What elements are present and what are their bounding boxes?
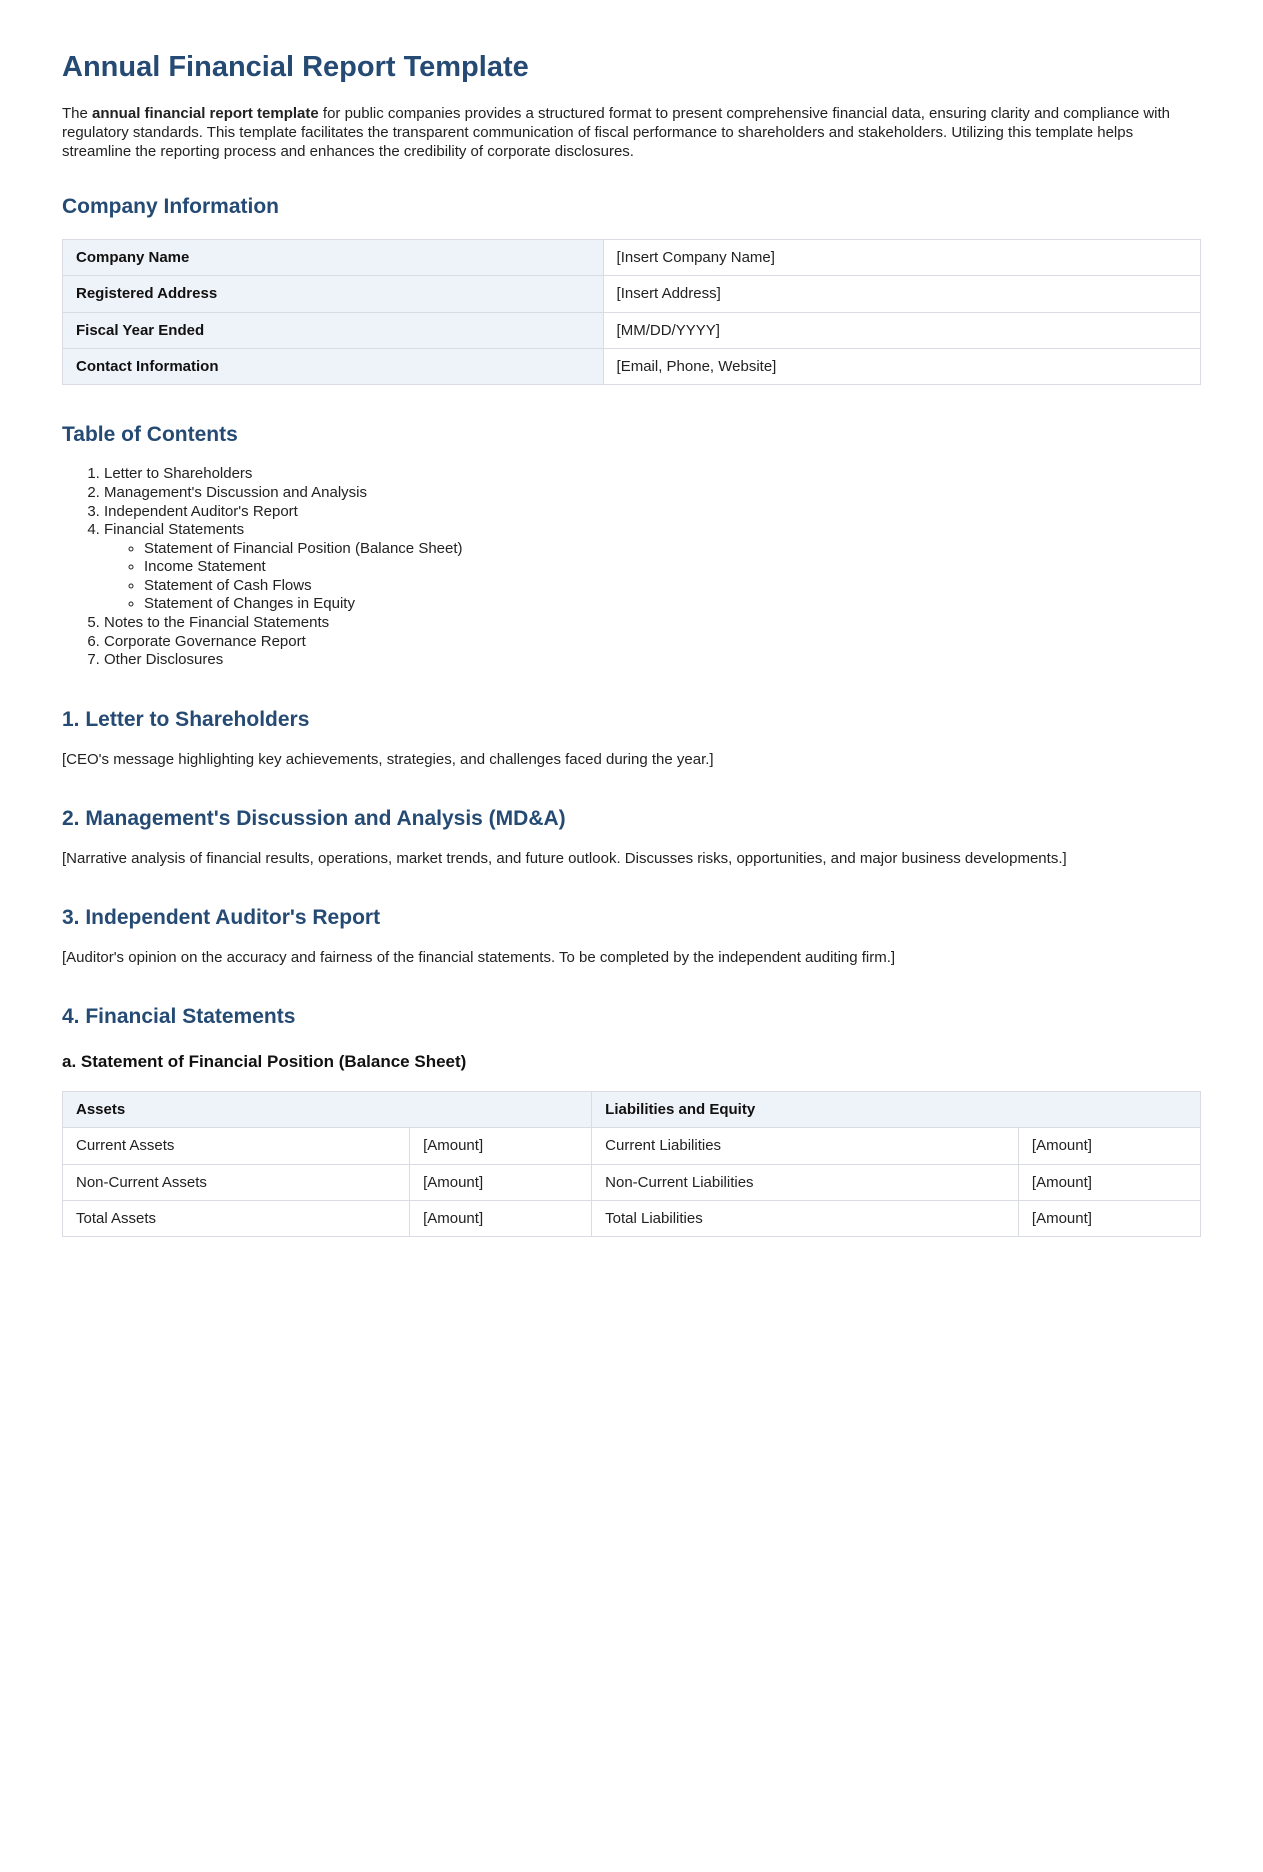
table-of-contents-list [62, 465, 1201, 670]
toc-financial-statements-sublist [104, 540, 1201, 614]
liability-label: Current Liabilities [592, 1128, 1019, 1164]
liability-amount: [Amount] [1018, 1164, 1200, 1200]
section-2-body: [Narrative analysis of financial results, operations, market trends, and future outlook. Discusses risks, opportunities, and major business developments.] [62, 850, 1067, 868]
toc-sub-item-label: Statement of Changes in Equity [144, 595, 355, 613]
company-info-label: Company Name [63, 240, 604, 276]
toc-item [104, 521, 1201, 614]
company-info-label: Contact Information [63, 348, 604, 384]
asset-amount: [Amount] [410, 1164, 592, 1200]
toc-sub-item-label: Statement of Financial Position (Balance Sheet) [144, 539, 463, 557]
asset-label: Current Assets [63, 1128, 410, 1164]
intro-paragraph [62, 104, 1201, 161]
company-information-heading: Company Information [62, 195, 280, 219]
asset-amount: [Amount] [410, 1200, 592, 1236]
toc-sub-item [144, 558, 1201, 577]
company-info-label: Registered Address [63, 276, 604, 312]
balance-sheet-subheading: a. Statement of Financial Position (Balance Sheet) [62, 1051, 467, 1071]
toc-sub-item [144, 577, 1201, 596]
toc-item [104, 484, 1201, 503]
balance-sheet-header-row [63, 1092, 1201, 1128]
asset-amount: [Amount] [410, 1128, 592, 1164]
balance-sheet-header-liabilities: Liabilities and Equity [592, 1092, 1201, 1128]
toc-item [104, 633, 1201, 652]
company-info-row [63, 348, 1201, 384]
company-info-value: [Insert Company Name] [603, 240, 1200, 276]
company-info-label: Fiscal Year Ended [63, 312, 604, 348]
company-info-value: [Email, Phone, Website] [603, 348, 1200, 384]
toc-item-label: Notes to the Financial Statements [104, 614, 330, 632]
section-3-body: [Auditor's opinion on the accuracy and fairness of the financial statements. To be completed by the independent auditing firm.] [62, 949, 896, 967]
toc-item-label: Letter to Shareholders [104, 465, 253, 483]
page-title: Annual Financial Report Template [62, 51, 529, 83]
intro-text-suffix: for public companies provides a structured format to present comprehensive financial data, ensuring clarity and compliance with regulatory standards. This template facilitates the transparent communication of fiscal performance to shareholders and stakeholders. Utilizing this template helps streamline the reporting process and enhances the credibility of corporate disclosures. [62, 104, 1170, 160]
liability-amount: [Amount] [1018, 1200, 1200, 1236]
section-4-heading: 4. Financial Statements [62, 1005, 296, 1029]
balance-sheet-row [63, 1200, 1201, 1236]
toc-item [104, 465, 1201, 484]
toc-item-label: Management's Discussion and Analysis [104, 483, 367, 501]
balance-sheet-row [63, 1164, 1201, 1200]
toc-item-label: Other Disclosures [104, 651, 224, 669]
liability-amount: [Amount] [1018, 1128, 1200, 1164]
section-2-heading: 2. Management's Discussion and Analysis (MD&A) [62, 807, 566, 831]
toc-item [104, 651, 1201, 670]
toc-item [104, 614, 1201, 633]
company-info-row [63, 312, 1201, 348]
company-info-row [63, 276, 1201, 312]
balance-sheet-table [62, 1091, 1201, 1237]
intro-text-bold: annual financial report template [92, 104, 319, 122]
toc-sub-item [144, 540, 1201, 559]
toc-item-label: Independent Auditor's Report [104, 502, 298, 520]
company-info-value: [Insert Address] [603, 276, 1200, 312]
toc-sub-item-label: Income Statement [144, 558, 266, 576]
company-info-value: [MM/DD/YYYY] [603, 312, 1200, 348]
liability-label: Non-Current Liabilities [592, 1164, 1019, 1200]
toc-item-label: Financial Statements [104, 521, 245, 539]
liability-label: Total Liabilities [592, 1200, 1019, 1236]
section-1-heading: 1. Letter to Shareholders [62, 707, 310, 731]
toc-item [104, 503, 1201, 522]
company-info-row [63, 240, 1201, 276]
balance-sheet-header-assets: Assets [63, 1092, 592, 1128]
intro-text-prefix: The [62, 104, 93, 122]
toc-sub-item [144, 595, 1201, 614]
balance-sheet-row [63, 1128, 1201, 1164]
asset-label: Total Assets [63, 1200, 410, 1236]
toc-item-label: Corporate Governance Report [104, 632, 306, 650]
company-information-table [62, 239, 1201, 385]
section-1-body: [CEO's message highlighting key achievements, strategies, and challenges faced during the year.] [62, 750, 714, 768]
section-3-heading: 3. Independent Auditor's Report [62, 906, 381, 930]
table-of-contents-heading: Table of Contents [62, 423, 238, 447]
asset-label: Non-Current Assets [63, 1164, 410, 1200]
toc-sub-item-label: Statement of Cash Flows [144, 576, 312, 594]
